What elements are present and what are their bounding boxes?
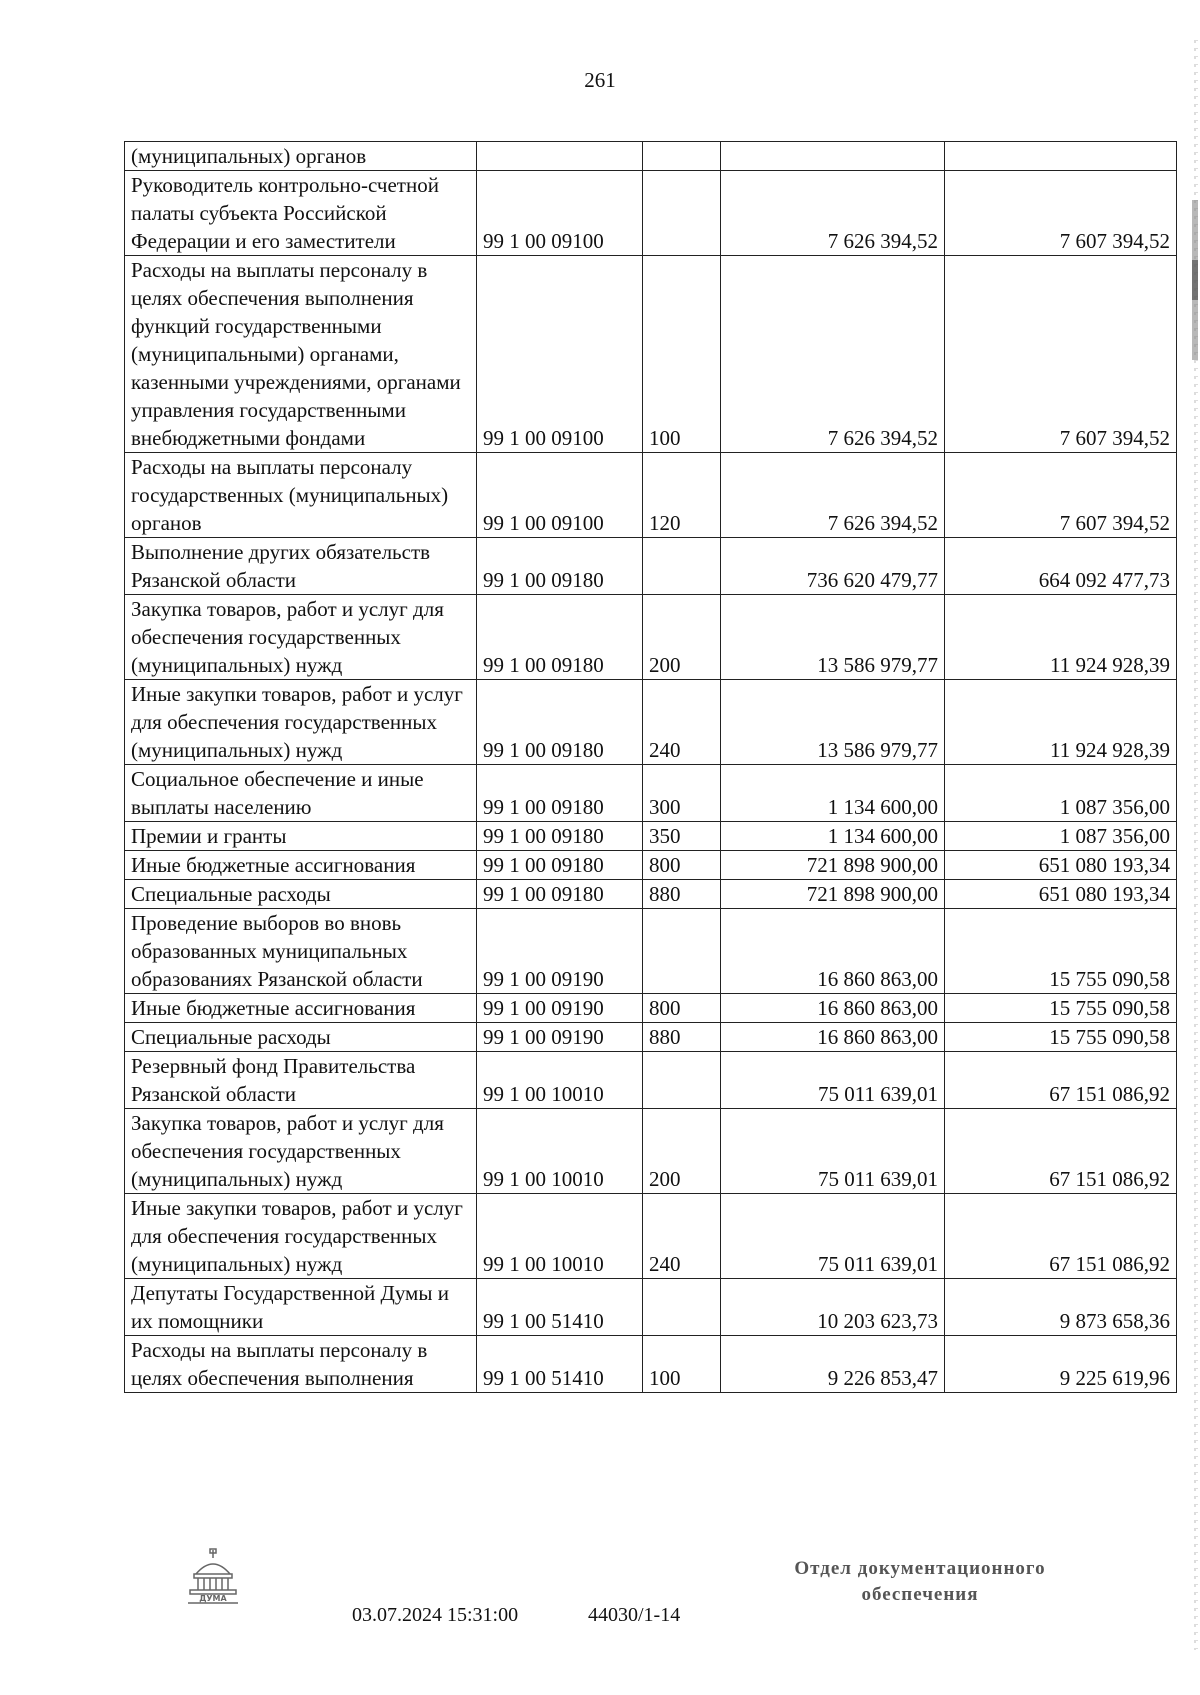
- table-row: [125, 680, 1177, 765]
- cell-value-1: 9 226 853,47: [721, 1336, 945, 1393]
- cell-code: 99 1 00 09180: [477, 765, 643, 822]
- cell-value-1: 10 203 623,73: [721, 1279, 945, 1336]
- cell-value-2: 67 151 086,92: [945, 1109, 1177, 1194]
- cell-name: Депутаты Государственной Думы и их помощники: [125, 1279, 477, 1336]
- cell-name: Руководитель контрольно-счетной палаты субъекта Российской Федерации и его заместители: [125, 171, 477, 256]
- cell-type: 200: [643, 1109, 721, 1194]
- cell-name: Специальные расходы: [125, 1023, 477, 1052]
- cell-value-2: 7 607 394,52: [945, 171, 1177, 256]
- cell-type: 880: [643, 1023, 721, 1052]
- cell-value-2: 9 225 619,96: [945, 1336, 1177, 1393]
- cell-value-2: 651 080 193,34: [945, 880, 1177, 909]
- cell-value-2: 15 755 090,58: [945, 1023, 1177, 1052]
- cell-type: 100: [643, 1336, 721, 1393]
- cell-code: [477, 142, 643, 171]
- cell-code: 99 1 00 09100: [477, 453, 643, 538]
- cell-type: 200: [643, 595, 721, 680]
- cell-code: 99 1 00 09100: [477, 171, 643, 256]
- cell-code: 99 1 00 10010: [477, 1052, 643, 1109]
- cell-name: Расходы на выплаты персоналу государственных (муниципальных) органов: [125, 453, 477, 538]
- table-row: [125, 256, 1177, 453]
- cell-value-2: 67 151 086,92: [945, 1194, 1177, 1279]
- cell-code: 99 1 00 09100: [477, 256, 643, 453]
- cell-code: 99 1 00 09180: [477, 880, 643, 909]
- cell-name: Закупка товаров, работ и услуг для обеспечения государственных (муниципальных) нужд: [125, 595, 477, 680]
- cell-type: [643, 1279, 721, 1336]
- cell-type: 240: [643, 680, 721, 765]
- cell-value-1: 16 860 863,00: [721, 1023, 945, 1052]
- table-row: [125, 1336, 1177, 1393]
- cell-code: 99 1 00 09180: [477, 851, 643, 880]
- cell-name: Иные бюджетные ассигнования: [125, 994, 477, 1023]
- cell-code: 99 1 00 10010: [477, 1194, 643, 1279]
- budget-table-body: [125, 142, 1177, 1393]
- table-row: [125, 851, 1177, 880]
- footer-doc-number: 44030/1-14: [588, 1604, 681, 1626]
- cell-type: [643, 142, 721, 171]
- scan-edge-artifact: [1186, 0, 1200, 1695]
- cell-value-1: 1 134 600,00: [721, 822, 945, 851]
- cell-type: [643, 1052, 721, 1109]
- cell-name: Расходы на выплаты персоналу в целях обеспечения выполнения функций государственными (муниципальными) органами, казенными учреждениями, органами управления государственными внебюджетными фондами: [125, 256, 477, 453]
- footer-date: 03.07.2024 15:31:00: [352, 1604, 519, 1626]
- cell-type: 880: [643, 880, 721, 909]
- cell-value-1: 721 898 900,00: [721, 851, 945, 880]
- cell-value-2: 664 092 477,73: [945, 538, 1177, 595]
- cell-value-1: 736 620 479,77: [721, 538, 945, 595]
- cell-value-1: 75 011 639,01: [721, 1109, 945, 1194]
- table-row: [125, 909, 1177, 994]
- cell-value-1: 13 586 979,77: [721, 680, 945, 765]
- cell-value-1: 75 011 639,01: [721, 1052, 945, 1109]
- cell-type: 120: [643, 453, 721, 538]
- cell-code: 99 1 00 09180: [477, 595, 643, 680]
- table-row: [125, 142, 1177, 171]
- cell-value-1: [721, 142, 945, 171]
- cell-value-1: 16 860 863,00: [721, 994, 945, 1023]
- cell-type: [643, 909, 721, 994]
- cell-value-2: 7 607 394,52: [945, 453, 1177, 538]
- cell-value-2: [945, 142, 1177, 171]
- cell-type: 300: [643, 765, 721, 822]
- cell-value-1: 1 134 600,00: [721, 765, 945, 822]
- department-stamp: [760, 1556, 1080, 1608]
- cell-value-2: 67 151 086,92: [945, 1052, 1177, 1109]
- stamp-line-1: Отдел документационного: [794, 1558, 1046, 1579]
- cell-value-1: 7 626 394,52: [721, 453, 945, 538]
- cell-value-2: 15 755 090,58: [945, 994, 1177, 1023]
- table-row: [125, 765, 1177, 822]
- table-row: [125, 994, 1177, 1023]
- cell-value-2: 11 924 928,39: [945, 595, 1177, 680]
- cell-value-1: 7 626 394,52: [721, 171, 945, 256]
- cell-value-1: 75 011 639,01: [721, 1194, 945, 1279]
- table-row: [125, 1194, 1177, 1279]
- cell-value-2: 7 607 394,52: [945, 256, 1177, 453]
- cell-value-2: 11 924 928,39: [945, 680, 1177, 765]
- cell-name: Иные закупки товаров, работ и услуг для обеспечения государственных (муниципальных) нужд: [125, 1194, 477, 1279]
- cell-value-1: 7 626 394,52: [721, 256, 945, 453]
- table-row: [125, 1052, 1177, 1109]
- table-row: [125, 1109, 1177, 1194]
- cell-type: 800: [643, 851, 721, 880]
- stamp-line-2: обеспечения: [861, 1584, 979, 1605]
- cell-code: 99 1 00 09190: [477, 994, 643, 1023]
- cell-name: Иные бюджетные ассигнования: [125, 851, 477, 880]
- cell-type: [643, 538, 721, 595]
- budget-table: [124, 141, 1177, 1393]
- cell-code: 99 1 00 51410: [477, 1279, 643, 1336]
- table-row: [125, 538, 1177, 595]
- cell-code: 99 1 00 09180: [477, 680, 643, 765]
- cell-type: 800: [643, 994, 721, 1023]
- cell-code: 99 1 00 10010: [477, 1109, 643, 1194]
- cell-type: 100: [643, 256, 721, 453]
- cell-code: 99 1 00 09180: [477, 538, 643, 595]
- table-row: [125, 595, 1177, 680]
- cell-name: (муниципальных) органов: [125, 142, 477, 171]
- cell-type: 240: [643, 1194, 721, 1279]
- cell-code: 99 1 00 09190: [477, 1023, 643, 1052]
- table-row: [125, 171, 1177, 256]
- cell-name: Специальные расходы: [125, 880, 477, 909]
- cell-value-1: 16 860 863,00: [721, 909, 945, 994]
- cell-value-2: 1 087 356,00: [945, 765, 1177, 822]
- cell-value-1: 721 898 900,00: [721, 880, 945, 909]
- cell-name: Премии и гранты: [125, 822, 477, 851]
- cell-value-2: 9 873 658,36: [945, 1279, 1177, 1336]
- table-row: [125, 822, 1177, 851]
- cell-name: Закупка товаров, работ и услуг для обеспечения государственных (муниципальных) нужд: [125, 1109, 477, 1194]
- cell-value-2: 15 755 090,58: [945, 909, 1177, 994]
- duma-logo-icon: [184, 1548, 242, 1606]
- cell-type: 350: [643, 822, 721, 851]
- cell-type: [643, 171, 721, 256]
- cell-name: Проведение выборов во вновь образованных муниципальных образованиях Рязанской области: [125, 909, 477, 994]
- cell-value-2: 651 080 193,34: [945, 851, 1177, 880]
- cell-code: 99 1 00 09180: [477, 822, 643, 851]
- table-row: [125, 880, 1177, 909]
- cell-name: Выполнение других обязательств Рязанской области: [125, 538, 477, 595]
- table-row: [125, 1279, 1177, 1336]
- cell-code: 99 1 00 09190: [477, 909, 643, 994]
- cell-name: Резервный фонд Правительства Рязанской области: [125, 1052, 477, 1109]
- logo-text: ДУМА: [199, 1594, 227, 1603]
- cell-value-1: 13 586 979,77: [721, 595, 945, 680]
- table-row: [125, 1023, 1177, 1052]
- cell-value-2: 1 087 356,00: [945, 822, 1177, 851]
- page-number: 261: [584, 68, 616, 92]
- cell-code: 99 1 00 51410: [477, 1336, 643, 1393]
- cell-name: Иные закупки товаров, работ и услуг для обеспечения государственных (муниципальных) нужд: [125, 680, 477, 765]
- table-row: [125, 453, 1177, 538]
- cell-name: Социальное обеспечение и иные выплаты населению: [125, 765, 477, 822]
- cell-name: Расходы на выплаты персоналу в целях обеспечения выполнения: [125, 1336, 477, 1393]
